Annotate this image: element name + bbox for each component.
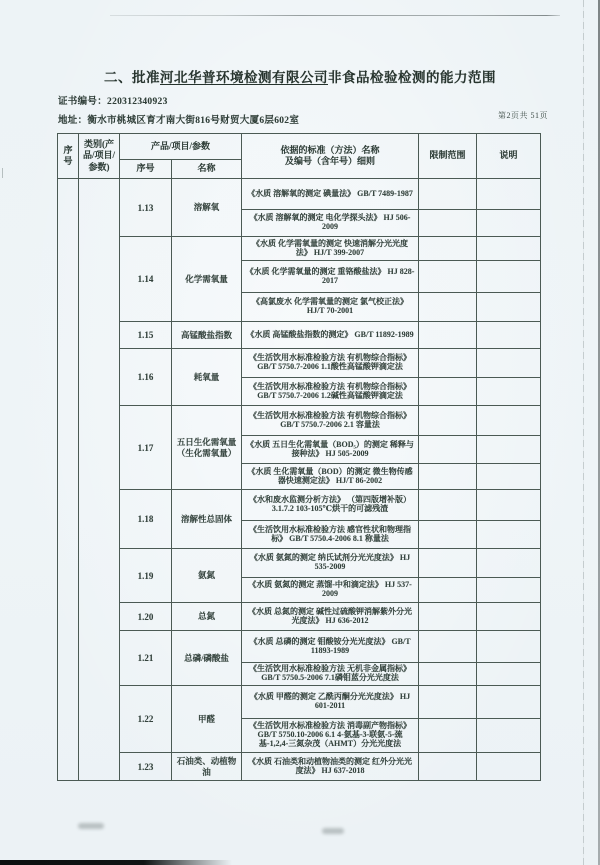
standard-method-cell: 《生活饮用水标准检验方法 感官性状和物理指标》 GB/T 5750.4-2006 8.1 称量法	[242, 521, 419, 549]
address-value: 衡水市桃城区育才南大街816号财贸大厦6层602室	[87, 116, 300, 126]
scan-left-tick	[2, 168, 3, 178]
note-cell	[477, 719, 541, 753]
table-header	[58, 134, 541, 179]
category-column-cell	[79, 179, 120, 781]
limit-cell	[419, 179, 477, 210]
standard-method-cell: 《生活饮用水标准检验方法 无机非金属指标》 GB/T 5750.5-2006 7.1磷钼蓝分光光度法	[242, 663, 419, 686]
standard-method-cell: 《生活饮用水标准检验方法 有机物综合指标》 GB/T 5750.7-2006 1.2碱性高锰酸钾滴定法	[242, 378, 419, 406]
param-no-cell: 1.22	[120, 686, 172, 753]
seq-column-cell	[58, 179, 79, 781]
limit-cell	[419, 753, 477, 781]
header-category: 类别(产品/项目/参数)	[79, 134, 120, 179]
limit-cell	[419, 349, 477, 378]
header-sub-name: 名称	[172, 160, 242, 179]
standard-method-cell: 《水质 高锰酸盐指数的测定》 GB/T 11892-1989	[242, 322, 419, 349]
limit-cell	[419, 378, 477, 406]
header-product-group: 产品/项目/参数	[120, 134, 242, 160]
scan-bottom-bar	[0, 860, 232, 865]
limit-cell	[419, 719, 477, 753]
table-row	[58, 179, 541, 210]
param-name-cell: 化学需氧量	[172, 237, 242, 322]
note-cell	[477, 378, 541, 406]
header-limit: 限制范围	[419, 134, 477, 179]
note-cell	[477, 349, 541, 378]
note-cell	[477, 753, 541, 781]
table-row	[58, 322, 541, 349]
note-cell	[477, 549, 541, 578]
param-name-cell: 总磷/磷酸盐	[172, 631, 242, 686]
standard-method-cell: 《水质 石油类和动植物油类的测定 红外分光光度法》 HJ 637-2018	[242, 753, 419, 781]
ink-smudge	[78, 823, 104, 829]
standard-method-cell: 《水质 生化需氧量（BOD）的测定 微生物传感器快速测定法》 HJ/T 86-2002	[242, 464, 419, 490]
certificate-number-label: 证书编号：	[58, 97, 108, 107]
table-row	[58, 686, 541, 719]
param-name-cell: 高锰酸盐指数	[172, 322, 242, 349]
param-name-cell: 溶解氧	[172, 179, 242, 237]
note-cell	[477, 578, 541, 603]
standard-method-cell: 《水质 溶解氧的测定 碘量法》 GB/T 7489-1987	[242, 179, 419, 210]
company-name: 河北华普环境检测有限公司	[160, 70, 328, 85]
standard-method-cell: 《水质 甲醛的测定 乙酰丙酮分光光度法》 HJ 601-2011	[242, 686, 419, 719]
param-name-cell: 氨氮	[172, 549, 242, 603]
note-cell	[477, 663, 541, 686]
scan-top-line	[110, 15, 560, 16]
certificate-number-value: 220312340923	[107, 97, 168, 107]
limit-cell	[419, 686, 477, 719]
limit-cell	[419, 237, 477, 261]
note-cell	[477, 293, 541, 322]
limit-cell	[419, 631, 477, 663]
limit-cell	[419, 436, 477, 464]
limit-cell	[419, 578, 477, 603]
param-name-cell: 总氮	[172, 603, 242, 631]
header-standard-line2: 及编号（含年号）细则	[285, 156, 376, 166]
limit-cell	[419, 322, 477, 349]
limit-cell	[419, 210, 477, 237]
limit-cell	[419, 521, 477, 549]
note-cell	[477, 237, 541, 261]
certificate-number-line	[58, 93, 168, 107]
capability-table	[57, 133, 541, 781]
note-cell	[477, 686, 541, 719]
param-no-cell: 1.18	[120, 490, 172, 549]
note-cell	[477, 406, 541, 436]
note-cell	[477, 210, 541, 237]
param-name-cell: 甲醛	[172, 686, 242, 753]
param-no-cell: 1.23	[120, 753, 172, 781]
note-cell	[477, 521, 541, 549]
header-sub-seq: 序号	[120, 160, 172, 179]
standard-method-cell: 《水质 溶解氧的测定 电化学探头法》 HJ 506-2009	[242, 210, 419, 237]
standard-method-cell: 《生活饮用水标准检验方法 消毒副产物指标》 GB/T 5750.10-2006 6.1 4-氨基-3-联氨-5-巯基-1,2,4-三氮杂茂（AHMT）分光光度法	[242, 719, 419, 753]
param-no-cell: 1.16	[120, 349, 172, 406]
standard-method-cell: 《生活饮用水标准检验方法 有机物综合指标》 GB/T 5750.7-2006 2.1 容量法	[242, 406, 419, 436]
table-body	[58, 179, 541, 781]
table-row	[58, 490, 541, 521]
note-cell	[477, 322, 541, 349]
standard-method-cell: 《高氯废水 化学需氧量的测定 氯气校正法》 HJ/T 70-2001	[242, 293, 419, 322]
param-no-cell: 1.19	[120, 549, 172, 603]
note-cell	[477, 179, 541, 210]
param-no-cell: 1.20	[120, 603, 172, 631]
param-name-cell: 五日生化需氧量（生化需氧量）	[172, 406, 242, 490]
note-cell	[477, 631, 541, 663]
limit-cell	[419, 464, 477, 490]
header-standard-line1: 依据的标准（方法）名称	[280, 144, 380, 155]
header-seq: 序号	[58, 134, 79, 179]
limit-cell	[419, 406, 477, 436]
limit-cell	[419, 549, 477, 578]
note-cell	[477, 436, 541, 464]
limit-cell	[419, 663, 477, 686]
note-cell	[477, 261, 541, 293]
table-row	[58, 237, 541, 261]
header-standard	[242, 134, 419, 179]
param-no-cell: 1.13	[120, 179, 172, 237]
param-name-cell: 石油类、动植物油	[172, 753, 242, 781]
note-cell	[477, 490, 541, 521]
standard-method-cell: 《水质 化学需氧量的测定 重铬酸盐法》 HJ 828-2017	[242, 261, 419, 293]
ink-smudge	[322, 828, 344, 834]
page-title-prefix: 二、批准	[104, 70, 160, 85]
standard-method-cell: 《水质 总磷的测定 钼酸铵分光光度法》 GB/T 11893-1989	[242, 631, 419, 663]
table-row	[58, 549, 541, 578]
table-row	[58, 406, 541, 436]
page-title	[0, 66, 600, 86]
address-label: 地址：	[58, 116, 88, 126]
standard-method-cell: 《水质 氨氮的测定 蒸馏-中和滴定法》 HJ 537-2009	[242, 578, 419, 603]
param-no-cell: 1.21	[120, 631, 172, 686]
standard-method-cell: 《水质 化学需氧量的测定 快速消解分光光度法》 HJ/T 399-2007	[242, 237, 419, 261]
param-no-cell: 1.15	[120, 322, 172, 349]
limit-cell	[419, 490, 477, 521]
header-note: 说明	[477, 134, 541, 179]
standard-method-cell: 《水质 总氮的测定 碱性过硫酸钾消解紫外分光光度法》 HJ 636-2012	[242, 603, 419, 631]
limit-cell	[419, 293, 477, 322]
standard-method-cell: 《生活饮用水标准检验方法 有机物综合指标》 GB/T 5750.7-2006 1.1酸性高锰酸钾滴定法	[242, 349, 419, 378]
param-name-cell: 溶解性总固体	[172, 490, 242, 549]
param-no-cell: 1.17	[120, 406, 172, 490]
table-row	[58, 603, 541, 631]
address-line	[58, 112, 299, 126]
table-row	[58, 349, 541, 378]
param-no-cell: 1.14	[120, 237, 172, 322]
note-cell	[477, 603, 541, 631]
standard-method-cell: 《水质 五日生化需氧量（BOD₅）的测定 稀释与接种法》 HJ 505-2009	[242, 436, 419, 464]
standard-method-cell: 《水和废水监测分析方法》 （第四版增补版） 3.1.7.2 103-105℃烘干的可滤残渣	[242, 490, 419, 521]
table-row	[58, 631, 541, 663]
scan-edge-dashes	[583, 0, 584, 865]
limit-cell	[419, 261, 477, 293]
table-row	[58, 753, 541, 781]
note-cell	[477, 464, 541, 490]
page-title-suffix: 非食品检验检测的能力范围	[328, 70, 496, 85]
limit-cell	[419, 603, 477, 631]
standard-method-cell: 《水质 氨氮的测定 纳氏试剂分光光度法》 HJ 535-2009	[242, 549, 419, 578]
param-name-cell: 耗氧量	[172, 349, 242, 406]
page-indicator: 第2页共 51页	[498, 111, 548, 120]
